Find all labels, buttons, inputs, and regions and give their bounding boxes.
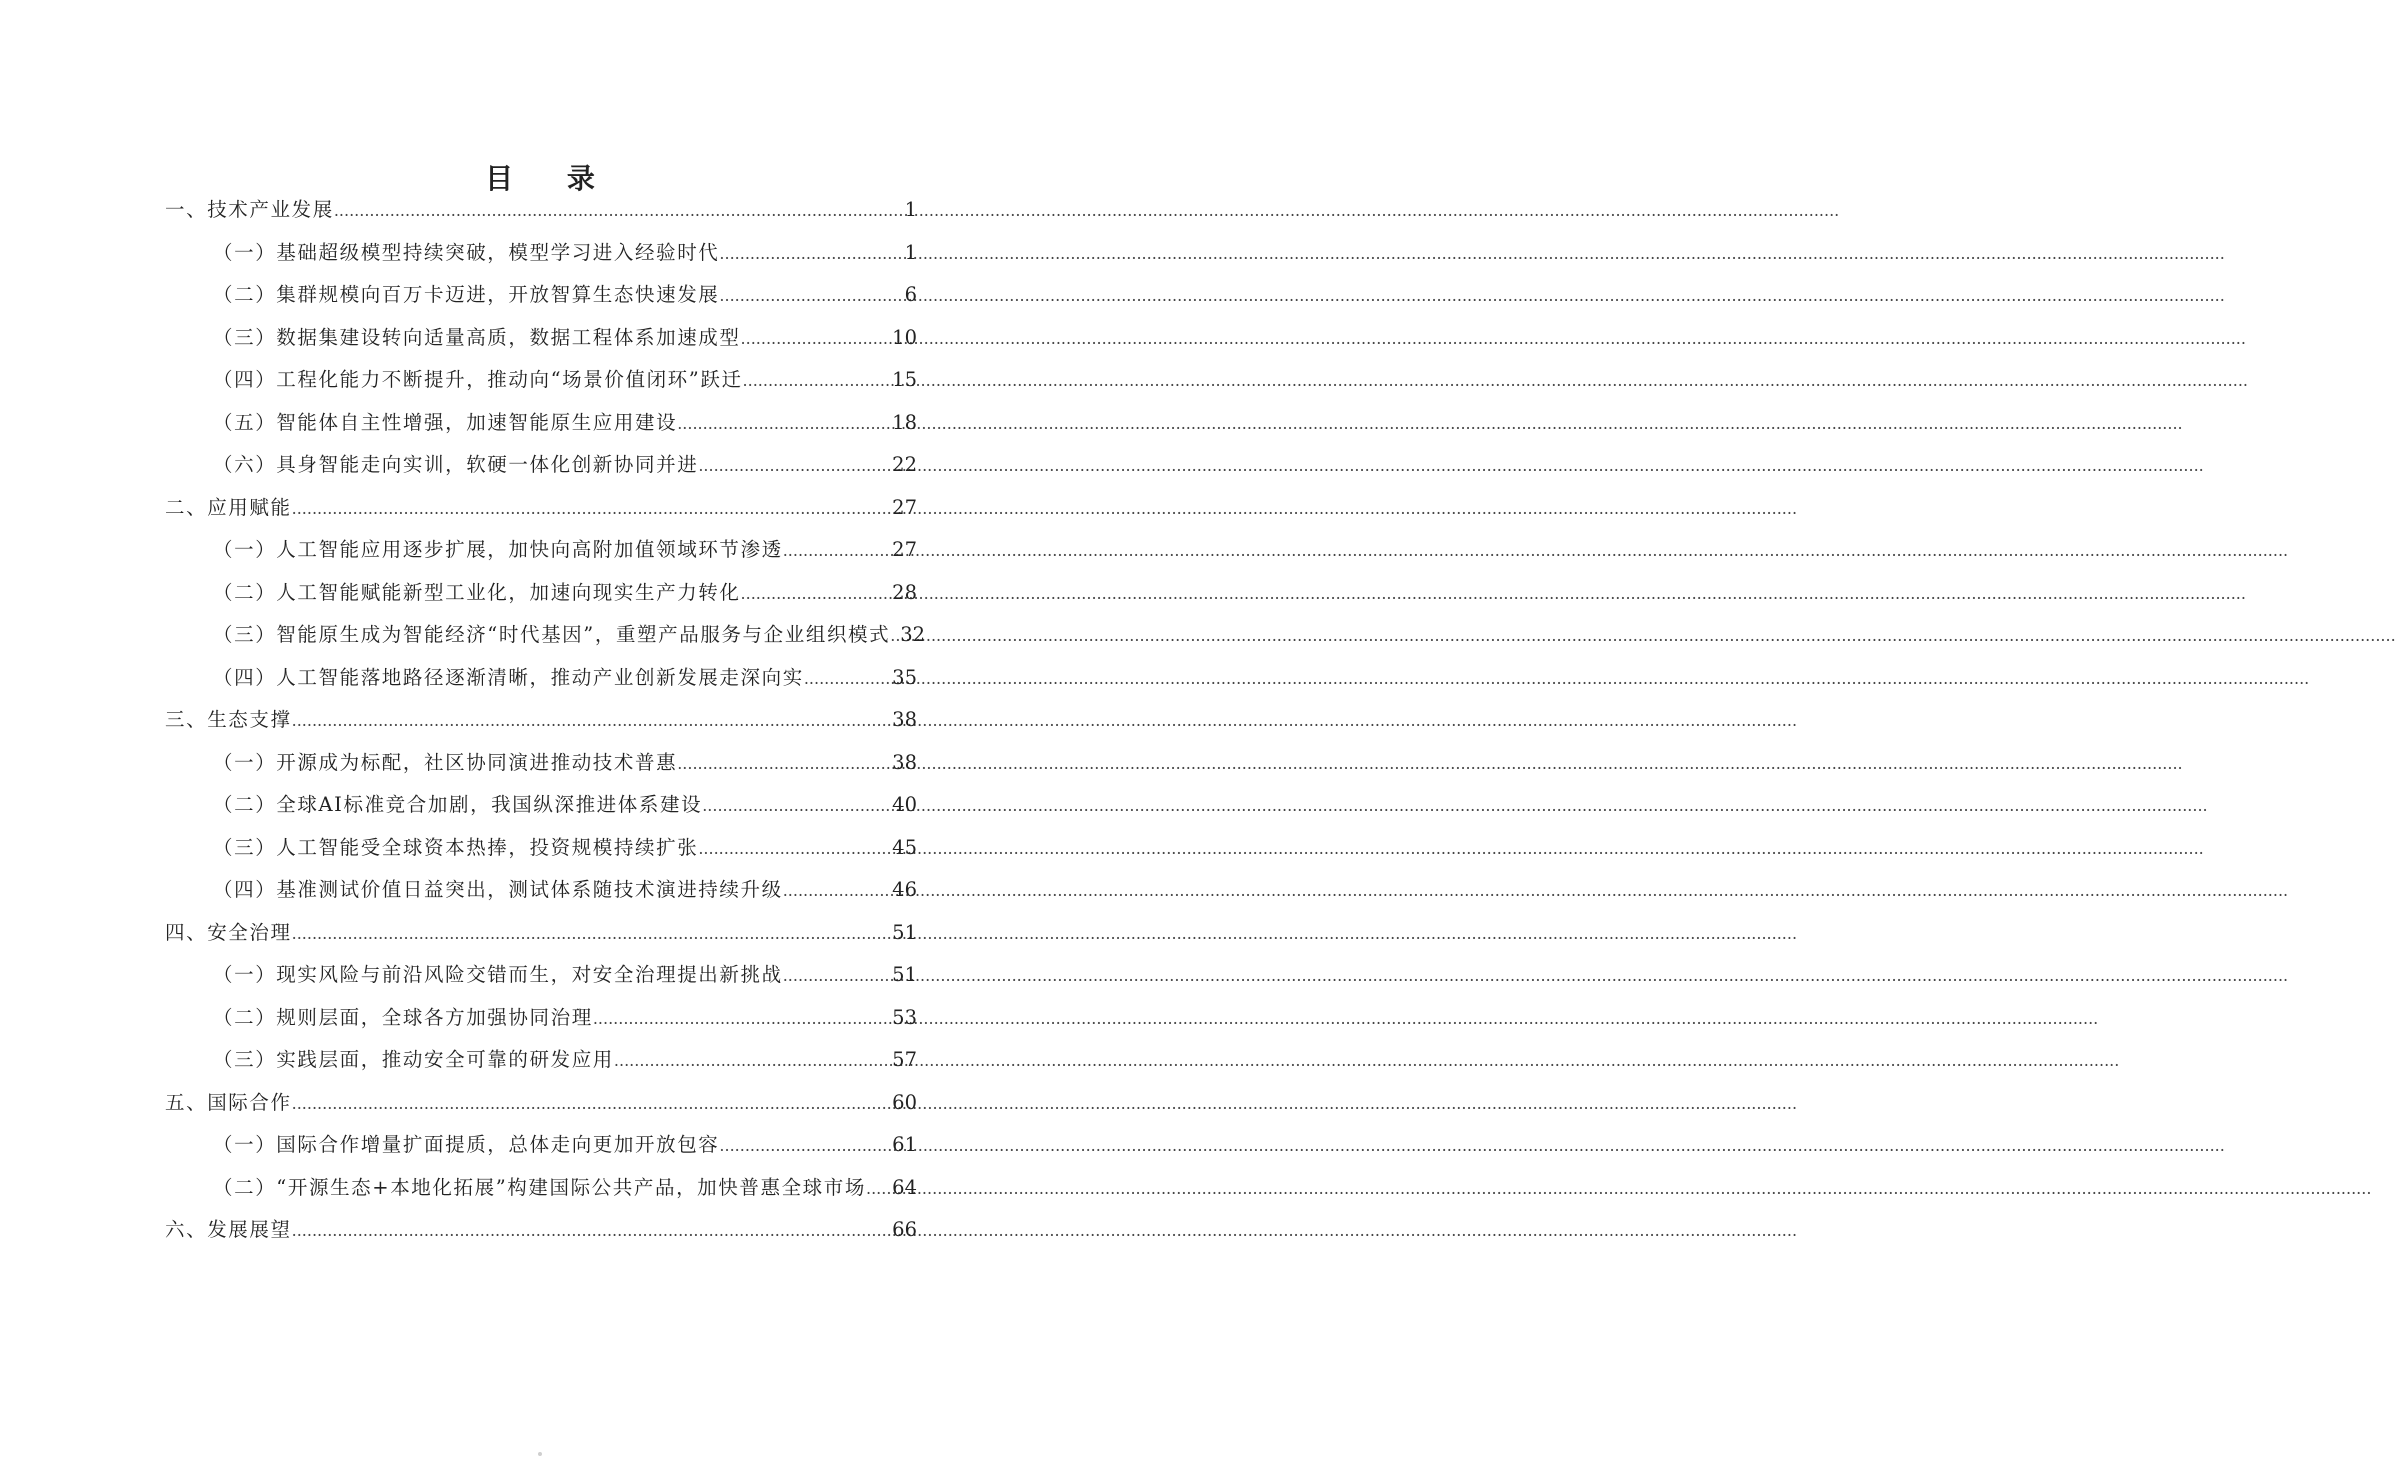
toc-page-number: 27 [892,495,917,519]
toc-page-number: 32 [900,623,926,646]
toc-dot-leader [719,275,902,318]
page-title: 目 录 [485,161,617,195]
toc-entry-label: （二）“开源生态+本地化拓展”构建国际公共产品，加快普惠全球市场 [213,1175,866,1199]
toc-section-entry[interactable] [165,1082,917,1125]
toc-dot-leader [890,615,898,658]
toc-subsection-entry[interactable] [165,529,917,572]
toc-page-number: 27 [892,538,917,561]
toc-page-number: 51 [892,963,917,986]
toc-page-number: 60 [892,1090,917,1114]
toc-subsection-entry[interactable] [165,1167,917,1210]
toc-subsection-entry[interactable] [165,742,917,785]
toc-entry-label: 五、国际合作 [165,1090,292,1114]
toc-subsection-entry[interactable] [165,827,917,870]
toc-dot-leader [292,1210,891,1253]
toc-subsection-entry[interactable] [165,444,917,487]
toc-entry-label: 一、技术产业发展 [165,198,334,221]
toc-dot-leader [593,998,890,1041]
toc-page-number: 64 [892,1175,917,1199]
toc-entry-label: （三）数据集建设转向适量高质，数据工程体系加速成型 [213,325,741,349]
toc-entry-label: （一）开源成为标配，社区协同演进推动技术普惠 [213,750,678,774]
toc-entry-label: （四）工程化能力不断提升，推动向“场景价值闭环”跃迁 [213,368,743,391]
toc-page-number: 35 [892,665,917,689]
toc-dot-leader [334,190,903,233]
toc-page-number: 1 [904,198,917,221]
toc-dot-leader [783,530,890,573]
toc-entry-label: （一）人工智能应用逐步扩展，加快向高附加值领域环节渗透 [213,538,783,561]
toc-subsection-entry[interactable] [165,657,917,700]
toc-entry-label: （三）人工智能受全球资本热捧，投资规模持续扩张 [213,835,699,859]
toc-page-number: 38 [892,750,917,774]
toc-page-number: 40 [892,793,917,816]
toc-entry-label: （三）智能原生成为智能经济“时代基因”，重塑产品服务与企业组织模式 [213,623,891,646]
toc-dot-leader [743,360,891,403]
toc-dot-leader [677,403,890,446]
toc-dot-leader [719,233,902,276]
toc-page-number: 45 [892,835,917,859]
toc-page-number: 6 [904,283,917,306]
toc-dot-leader [292,700,891,743]
toc-page-number: 51 [892,920,917,944]
toc-page-number: 28 [892,580,917,604]
toc-subsection-entry[interactable] [165,572,917,615]
toc-entry-label: （三）实践层面，推动安全可靠的研发应用 [213,1048,614,1071]
toc-subsection-entry[interactable] [165,614,926,657]
toc-subsection-entry[interactable] [165,997,917,1040]
toc-entry-label: 二、应用赋能 [165,495,292,519]
toc-entry-label: 三、生态支撑 [165,708,292,731]
toc-dot-leader [698,445,890,488]
toc-entry-label: （二）规则层面，全球各方加强协同治理 [213,1005,593,1029]
toc-page-number: 53 [892,1005,917,1029]
toc-page-number: 66 [892,1218,917,1241]
toc-entry-label: （一）现实风险与前沿风险交错而生，对安全治理提出新挑战 [213,963,783,986]
toc-subsection-entry[interactable] [165,232,917,275]
toc-dot-leader [719,1125,890,1168]
toc-subsection-entry[interactable] [165,359,917,402]
toc-entry-label: （六）具身智能走向实训，软硬一体化创新协同并进 [213,453,699,476]
toc-entry-label: （一）基础超级模型持续突破，模型学习进入经验时代 [213,240,720,264]
toc-entry-label: （四）基准测试价值日益突出，测试体系随技术演进持续升级 [213,878,783,901]
toc-dot-leader [741,573,891,616]
toc-dot-leader [698,828,890,871]
toc-page-number: 10 [892,325,917,349]
toc-entry-label: （四）人工智能落地路径逐渐清晰，推动产业创新发展走深向实 [213,665,804,689]
page-indicator-dot [538,1452,542,1456]
toc-subsection-entry[interactable] [165,954,917,997]
toc-page-number: 57 [892,1048,917,1071]
toc-section-entry[interactable] [165,189,917,232]
toc-page-number: 18 [892,410,917,434]
toc-subsection-entry[interactable] [165,869,917,912]
toc-dot-leader [292,1083,891,1126]
toc-page-number: 38 [892,708,917,731]
toc-dot-leader [741,318,891,361]
toc-page-number: 1 [904,240,917,264]
toc-entry-label: （五）智能体自主性增强，加速智能原生应用建设 [213,410,678,434]
toc-subsection-entry[interactable] [165,317,917,360]
toc-dot-leader [804,658,890,701]
toc-entry-label: （二）人工智能赋能新型工业化，加速向现实生产力转化 [213,580,741,604]
table-of-contents [165,189,926,1252]
toc-subsection-entry[interactable] [165,274,917,317]
toc-section-entry[interactable] [165,487,917,530]
toc-section-entry[interactable] [165,1209,917,1252]
toc-page-number: 22 [892,453,917,476]
toc-dot-leader [783,955,890,998]
toc-page-number: 15 [892,368,917,391]
toc-subsection-entry[interactable] [165,1039,917,1082]
toc-entry-label: 六、发展展望 [165,1218,292,1241]
toc-subsection-entry[interactable] [165,1124,917,1167]
toc-page-number: 46 [892,878,917,901]
toc-entry-label: （一）国际合作增量扩面提质，总体走向更加开放包容 [213,1133,720,1156]
toc-dot-leader [292,913,891,956]
toc-dot-leader [866,1168,890,1211]
toc-dot-leader [677,743,890,786]
toc-dot-leader [614,1040,890,1083]
toc-entry-label: （二）全球AI标准竞合加剧，我国纵深推进体系建设 [213,793,703,816]
toc-entry-label: （二）集群规模向百万卡迈进，开放智算生态快速发展 [213,283,720,306]
toc-page-number: 61 [892,1133,917,1156]
toc-subsection-entry[interactable] [165,784,917,827]
toc-section-entry[interactable] [165,912,917,955]
toc-subsection-entry[interactable] [165,402,917,445]
toc-entry-label: 四、安全治理 [165,920,292,944]
toc-dot-leader [783,870,890,913]
toc-section-entry[interactable] [165,699,917,742]
toc-dot-leader [292,488,891,531]
toc-dot-leader [702,785,890,828]
